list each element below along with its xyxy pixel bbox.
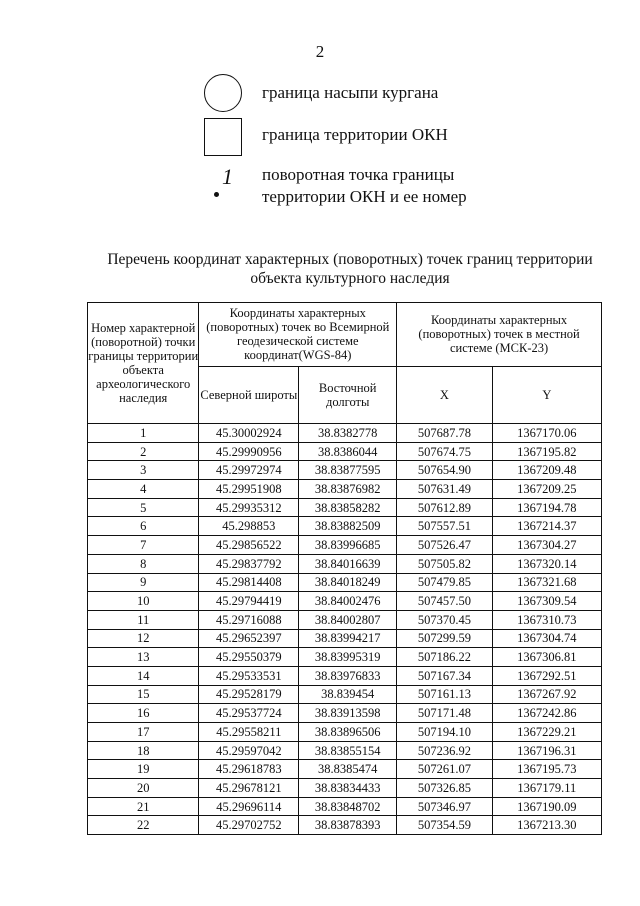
cell-x: 507370.45 [397,610,493,629]
cell-point-number: 18 [88,741,199,760]
cell-y: 1367229.21 [492,723,601,742]
cell-y: 1367304.27 [492,536,601,555]
cell-longitude: 38.8386044 [299,442,397,461]
circle-symbol-icon [204,74,242,112]
cell-latitude: 45.29972974 [199,461,299,480]
table-row [88,573,602,592]
cell-longitude: 38.83877595 [299,461,397,480]
cell-point-number: 3 [88,461,199,480]
cell-x: 507299.59 [397,629,493,648]
cell-latitude: 45.29814408 [199,573,299,592]
cell-point-number: 1 [88,424,199,443]
turning-point-number: 1 [222,164,233,189]
cell-x: 507171.48 [397,704,493,723]
cell-point-number: 12 [88,629,199,648]
title-line-1: Перечень координат характерных (поворотных) точек границ территории [107,251,593,268]
cell-x: 507631.49 [397,480,493,499]
cell-y: 1367209.48 [492,461,601,480]
cell-longitude: 38.8385474 [299,760,397,779]
coordinates-table [87,302,602,835]
cell-x: 507346.97 [397,797,493,816]
cell-point-number: 20 [88,779,199,798]
cell-latitude: 45.29794419 [199,592,299,611]
cell-x: 507236.92 [397,741,493,760]
table-row [88,666,602,685]
cell-point-number: 13 [88,648,199,667]
table-row [88,442,602,461]
cell-x: 507354.59 [397,816,493,835]
cell-x: 507186.22 [397,648,493,667]
cell-x: 507557.51 [397,517,493,536]
cell-longitude: 38.84002476 [299,592,397,611]
cell-longitude: 38.83913598 [299,704,397,723]
legend-text-line-2: территории ОКН и ее номер [262,187,467,206]
cell-latitude: 45.29550379 [199,648,299,667]
cell-latitude: 45.29652397 [199,629,299,648]
cell-point-number: 15 [88,685,199,704]
cell-latitude: 45.298853 [199,517,299,536]
point-dot-icon [214,192,219,197]
table-row [88,741,602,760]
legend-text-line-1: поворотная точка границы [262,165,455,184]
table-row [88,554,602,573]
header-north-latitude: Северной широты [199,366,299,423]
table-row [88,797,602,816]
cell-x: 507612.89 [397,498,493,517]
title-line-2: объекта культурного наследия [250,270,450,287]
cell-y: 1367292.51 [492,666,601,685]
cell-x: 507261.07 [397,760,493,779]
coordinates-table-body [88,424,602,835]
cell-longitude: 38.83858282 [299,498,397,517]
cell-longitude: 38.83994217 [299,629,397,648]
cell-longitude: 38.83855154 [299,741,397,760]
cell-y: 1367196.31 [492,741,601,760]
table-row [88,816,602,835]
cell-longitude: 38.83848702 [299,797,397,816]
cell-point-number: 5 [88,498,199,517]
cell-latitude: 45.29935312 [199,498,299,517]
cell-point-number: 6 [88,517,199,536]
cell-longitude: 38.83834433 [299,779,397,798]
cell-x: 507326.85 [397,779,493,798]
cell-latitude: 45.29990956 [199,442,299,461]
cell-longitude: 38.83896506 [299,723,397,742]
cell-y: 1367309.54 [492,592,601,611]
cell-latitude: 45.29678121 [199,779,299,798]
cell-point-number: 21 [88,797,199,816]
cell-point-number: 17 [88,723,199,742]
cell-y: 1367170.06 [492,424,601,443]
cell-latitude: 45.29951908 [199,480,299,499]
cell-y: 1367179.11 [492,779,601,798]
cell-longitude: 38.83995319 [299,648,397,667]
cell-y: 1367190.09 [492,797,601,816]
cell-x: 507654.90 [397,461,493,480]
cell-y: 1367267.92 [492,685,601,704]
cell-latitude: 45.29716088 [199,610,299,629]
cell-latitude: 45.29528179 [199,685,299,704]
cell-point-number: 9 [88,573,199,592]
table-row [88,760,602,779]
table-row [88,685,602,704]
cell-y: 1367321.68 [492,573,601,592]
cell-longitude: 38.8382778 [299,424,397,443]
table-row [88,610,602,629]
table-row [88,704,602,723]
table-row [88,779,602,798]
cell-point-number: 14 [88,666,199,685]
cell-y: 1367242.86 [492,704,601,723]
table-row [88,517,602,536]
turning-point-icon [214,164,244,204]
header-x: X [397,366,493,423]
cell-latitude: 45.30002924 [199,424,299,443]
cell-x: 507479.85 [397,573,493,592]
cell-point-number: 11 [88,610,199,629]
cell-x: 507194.10 [397,723,493,742]
cell-x: 507457.50 [397,592,493,611]
square-symbol-icon [204,118,242,156]
cell-point-number: 16 [88,704,199,723]
cell-point-number: 2 [88,442,199,461]
cell-latitude: 45.29558211 [199,723,299,742]
cell-latitude: 45.29597042 [199,741,299,760]
cell-latitude: 45.29618783 [199,760,299,779]
table-row [88,723,602,742]
table-row [88,536,602,555]
cell-point-number: 7 [88,536,199,555]
cell-longitude: 38.84002807 [299,610,397,629]
header-y: Y [492,366,601,423]
cell-longitude: 38.83996685 [299,536,397,555]
table-row [88,461,602,480]
cell-longitude: 38.839454 [299,685,397,704]
document-title [60,250,640,288]
cell-y: 1367209.25 [492,480,601,499]
page-number: 2 [315,42,325,61]
header-msk23: Координаты характерных (поворотных) точек в местной системе (МСК-23) [397,303,602,367]
cell-latitude: 45.29537724 [199,704,299,723]
cell-latitude: 45.29837792 [199,554,299,573]
cell-y: 1367195.73 [492,760,601,779]
cell-y: 1367194.78 [492,498,601,517]
cell-y: 1367306.81 [492,648,601,667]
cell-latitude: 45.29856522 [199,536,299,555]
cell-x: 507526.47 [397,536,493,555]
cell-longitude: 38.83876982 [299,480,397,499]
table-row [88,629,602,648]
cell-point-number: 8 [88,554,199,573]
cell-x: 507167.34 [397,666,493,685]
cell-y: 1367310.73 [492,610,601,629]
cell-point-number: 4 [88,480,199,499]
cell-longitude: 38.84018249 [299,573,397,592]
table-row [88,480,602,499]
table-row [88,592,602,611]
cell-point-number: 19 [88,760,199,779]
cell-longitude: 38.83882509 [299,517,397,536]
header-east-longitude: Восточной долготы [299,366,397,423]
cell-y: 1367214.37 [492,517,601,536]
cell-latitude: 45.29696114 [199,797,299,816]
cell-x: 507687.78 [397,424,493,443]
header-point-number: Номер характерной (поворотной) точки границы территории объекта археологического наследия [88,303,199,424]
cell-x: 507505.82 [397,554,493,573]
cell-y: 1367195.82 [492,442,601,461]
cell-point-number: 22 [88,816,199,835]
cell-x: 507674.75 [397,442,493,461]
table-row [88,498,602,517]
cell-y: 1367304.74 [492,629,601,648]
legend-text: граница территории ОКН [262,125,448,144]
cell-x: 507161.13 [397,685,493,704]
cell-longitude: 38.83976833 [299,666,397,685]
cell-y: 1367213.30 [492,816,601,835]
cell-longitude: 38.84016639 [299,554,397,573]
cell-latitude: 45.29702752 [199,816,299,835]
cell-longitude: 38.83878393 [299,816,397,835]
cell-point-number: 10 [88,592,199,611]
legend-text: граница насыпи кургана [262,83,439,102]
header-wgs84: Координаты характерных (поворотных) точек во Всемирной геодезической системе координат(WGS-84) [199,303,397,367]
table-row [88,648,602,667]
cell-y: 1367320.14 [492,554,601,573]
table-row [88,424,602,443]
cell-latitude: 45.29533531 [199,666,299,685]
